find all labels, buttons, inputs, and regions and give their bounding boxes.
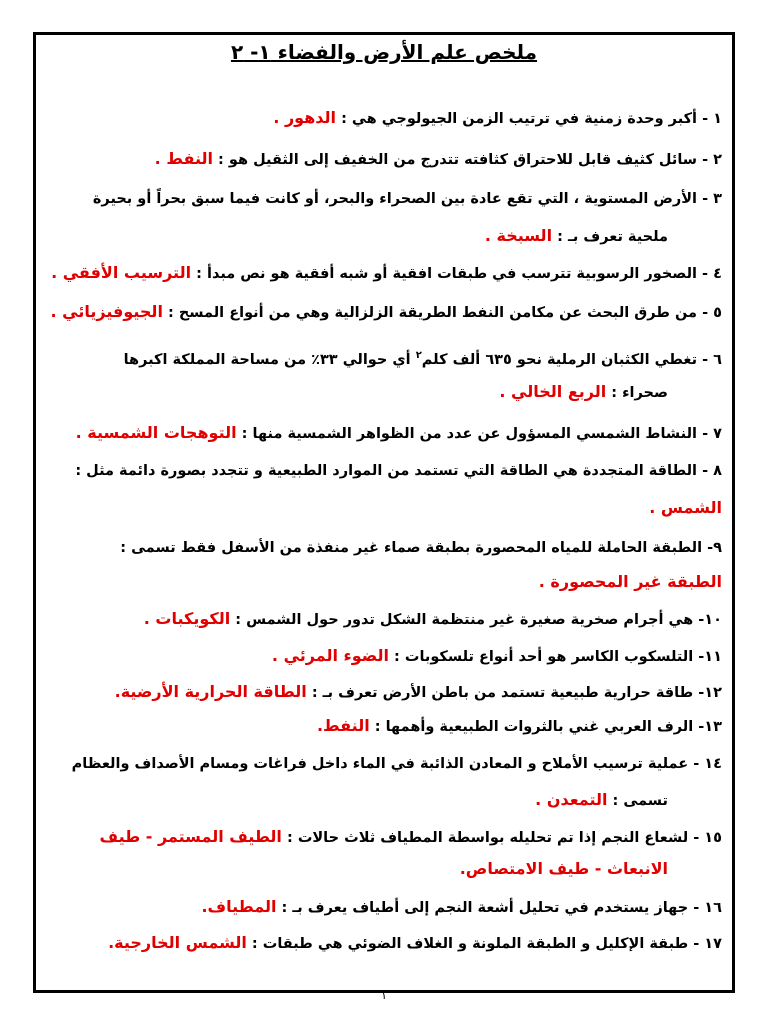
list-item-continuation: [46, 225, 668, 248]
item-number: ١٥: [704, 830, 722, 846]
item-text: - طاقة حرارية طبيعية تستمد من باطن الأرض تعرف بـ :: [306, 685, 705, 701]
list-item: [46, 896, 722, 919]
item-answer: الطبقة غير المحصورة .: [538, 572, 722, 591]
item-number: ٨: [713, 463, 722, 479]
item-number: ٩: [713, 540, 722, 556]
item-number: ٧: [713, 426, 722, 442]
item-answer: النفط.: [316, 716, 370, 735]
item-text: - هي أجرام صخرية صغيرة غير منتظمة الشكل تدور حول الشمس :: [230, 612, 705, 628]
item-answer: الجيوفيزيائي .: [50, 302, 163, 321]
item-number: ٣: [713, 191, 722, 207]
page-title: ملخص علم الأرض والفضاء ١- ٢: [230, 40, 538, 64]
item-answer: الكويكبات .: [143, 609, 231, 628]
item-number: ٥: [713, 305, 722, 321]
list-item-continuation: [46, 497, 722, 520]
item-text: - سائل كثيف قابل للاحتراق كثافته تتدرج من الخفيف إلى الثقيل هو :: [213, 152, 714, 168]
item-text: - من طرق البحث عن مكامن النفط الطريقة الزلزالية وهي من أنواع المسح :: [162, 305, 714, 321]
item-text: - عملية ترسيب الأملاح و المعادن الذائبة في الماء داخل فراغات ومسام الأصداف والعظام: [71, 756, 705, 772]
item-answer: الضوء المرئي .: [271, 646, 389, 665]
list-item: [46, 460, 722, 482]
list-item: [46, 537, 722, 559]
superscript: ٢: [415, 350, 422, 361]
list-item: [46, 188, 722, 210]
item-answer: الترسيب الأفقي .: [51, 263, 192, 282]
item-number: ١٧: [704, 936, 722, 952]
list-item: [46, 753, 722, 775]
item-answer: الدهور .: [273, 108, 337, 127]
list-item: [46, 681, 722, 704]
item-text: - الطاقة المتجددة هي الطاقة التي تستمد من الموارد الطبيعية و تتجدد بصورة دائمة مثل :: [75, 463, 714, 479]
list-item: [46, 262, 722, 285]
item-text: - النشاط الشمسي المسؤول عن عدد من الظواهر الشمسية منها :: [236, 426, 714, 442]
list-item-continuation: [46, 789, 668, 812]
item-number: ١٣: [704, 719, 722, 735]
item-number: ١: [713, 111, 722, 127]
item-text: - تغطي الكثبان الرملية نحو ٦٣٥ ألف كلم: [421, 351, 714, 368]
list-item: [46, 932, 722, 955]
item-text: تسمى :: [607, 793, 668, 809]
item-text: - الرف العربي غني بالثروات الطبيعية وأهمها :: [369, 719, 705, 735]
list-item: [46, 608, 722, 631]
list-item: [46, 826, 722, 849]
item-answer: التمعدن .: [535, 790, 608, 809]
page-number: ١: [381, 989, 387, 1002]
item-answer: التوهجات الشمسية .: [75, 423, 237, 442]
item-answer: المطياف.: [201, 897, 277, 916]
item-number: ١٦: [704, 900, 722, 916]
list-item-continuation: [46, 381, 668, 404]
list-item: [46, 422, 722, 445]
item-answer: الانبعاث - طيف الامتصاص.: [459, 859, 668, 878]
item-number: ١٤: [704, 756, 722, 772]
list-item-continuation: [46, 858, 668, 881]
item-answer: الطاقة الحرارية الأرضية.: [114, 682, 307, 701]
item-text: صحراء :: [606, 385, 668, 401]
item-text: - لشعاع النجم إذا تم تحليله بواسطة المطياف ثلاث حالات :: [281, 830, 705, 846]
item-text: - الصخور الرسوبية تترسب في طبقات افقية أو شبه أفقية هو نص مبدأ :: [191, 266, 714, 282]
item-text: - طبقة الإكليل و الطبقة الملونة و الغلاف الضوئي هي طبقات :: [246, 936, 705, 952]
item-answer: الطيف المستمر - طيف: [99, 827, 282, 846]
item-text: أي حوالي ٣٣٪ من مساحة المملكة اكبرها: [123, 351, 416, 368]
item-answer: الربع الخالي .: [499, 382, 607, 401]
list-item: [46, 107, 722, 130]
item-text: ملحية تعرف بـ :: [552, 229, 668, 245]
item-text: - التلسكوب الكاسر هو أحد أنواع تلسكوبات :: [388, 649, 705, 665]
item-text: - أكبر وحدة زمنية في ترتيب الزمن الجيولوجي هي :: [336, 111, 714, 127]
list-item: [46, 715, 722, 738]
item-number: ٢: [713, 152, 722, 168]
item-text: - الطبقة الحاملة للمياه المحصورة بطبقة صماء غير منفذة من الأسفل فقط تسمى :: [120, 540, 714, 556]
item-answer: السبخة .: [484, 226, 553, 245]
item-number: ١٢: [704, 685, 722, 701]
list-item: [46, 301, 722, 324]
item-text: - جهاز يستخدم في تحليل أشعة النجم إلى أطياف يعرف بـ :: [276, 900, 705, 916]
list-item: [46, 645, 722, 668]
list-item: [46, 148, 722, 171]
item-number: ١٠: [704, 612, 722, 628]
list-item-continuation: [46, 571, 722, 594]
item-answer: النفط .: [154, 149, 213, 168]
item-answer: الشمس الخارجية.: [108, 933, 247, 952]
item-number: ١١: [704, 649, 722, 665]
item-text: - الأرض المستوية ، التي تقع عادة بين الصحراء والبحر، أو كانت فيما سبق بحراً أو بحيرة: [92, 191, 714, 207]
item-number: ٤: [713, 266, 722, 282]
item-number: ٦: [713, 351, 722, 368]
item-answer: الشمس .: [649, 498, 722, 517]
list-item: [46, 345, 722, 371]
